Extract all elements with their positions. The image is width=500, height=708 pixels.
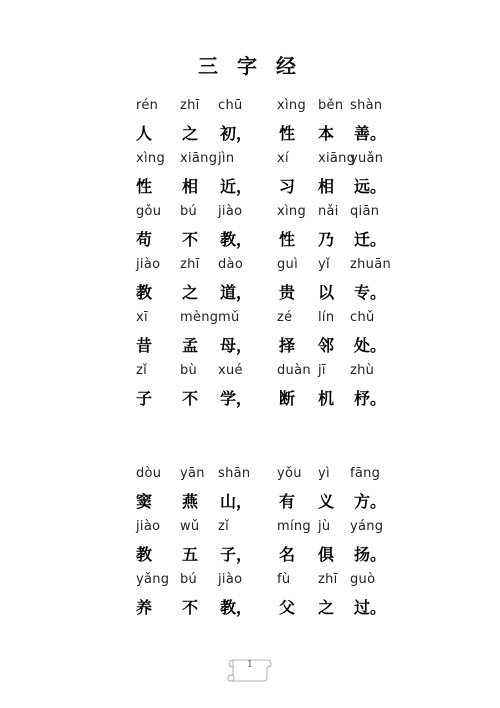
hanzi-character: 俱	[318, 545, 335, 564]
pinyin-syllable: gǒu	[136, 204, 162, 219]
pinyin-syllable: chū	[218, 98, 243, 113]
hanzi-character: 不	[182, 598, 199, 617]
hanzi-character: 不	[182, 230, 199, 249]
hanzi-character: 道，	[220, 283, 253, 302]
hanzi-character: 贵	[279, 283, 296, 302]
hanzi-character: 之	[182, 124, 199, 143]
pinyin-syllable: guì	[277, 257, 299, 272]
hanzi-character: 山，	[220, 492, 253, 511]
hanzi-character: 不	[182, 389, 199, 408]
pinyin-syllable: xìng	[277, 98, 306, 113]
pinyin-syllable: jiào	[136, 519, 161, 534]
pinyin-syllable: zhī	[318, 572, 338, 587]
hanzi-character: 择	[279, 336, 296, 355]
page-title: 三 字 经	[198, 54, 302, 78]
pinyin-syllable: běn	[318, 98, 344, 113]
pinyin-syllable: xí	[277, 151, 289, 166]
hanzi-character: 父	[279, 598, 296, 617]
hanzi-character: 方。	[354, 492, 387, 511]
verse-line	[0, 519, 500, 569]
hanzi-character: 教，	[220, 230, 253, 249]
hanzi-character: 远。	[354, 177, 387, 196]
hanzi-character: 邻	[318, 336, 335, 355]
pinyin-syllable: fāng	[350, 466, 381, 481]
pinyin-syllable: míng	[277, 519, 311, 534]
hanzi-character: 教，	[220, 598, 253, 617]
pinyin-syllable: nǎi	[318, 204, 339, 219]
hanzi-character: 教	[136, 283, 153, 302]
pinyin-syllable: bú	[180, 204, 198, 219]
pinyin-syllable: xī	[136, 310, 148, 325]
verse-line	[0, 572, 500, 622]
hanzi-character: 有	[279, 492, 296, 511]
hanzi-character: 杼。	[354, 389, 387, 408]
pinyin-syllable: mǔ	[218, 310, 240, 325]
hanzi-character: 性	[279, 230, 296, 249]
hanzi-character: 处。	[354, 336, 387, 355]
pinyin-syllable: bú	[180, 572, 198, 587]
page-number: 1	[247, 660, 253, 670]
hanzi-character: 义	[318, 492, 335, 511]
pinyin-syllable: jìn	[218, 151, 235, 166]
hanzi-character: 名	[279, 545, 296, 564]
pinyin-syllable: zǐ	[218, 519, 230, 534]
pinyin-syllable: jiào	[218, 572, 243, 587]
hanzi-character: 善。	[354, 124, 387, 143]
verse-line	[0, 151, 500, 201]
pinyin-syllable: chǔ	[350, 310, 375, 325]
hanzi-character: 苟	[136, 230, 153, 249]
pinyin-syllable: xué	[218, 363, 243, 378]
pinyin-syllable: yǒu	[277, 466, 302, 481]
pinyin-syllable: qiān	[350, 204, 380, 219]
pinyin-syllable: zhuān	[350, 257, 392, 272]
hanzi-character: 教	[136, 545, 153, 564]
pinyin-syllable: zé	[277, 310, 293, 325]
verse-line	[0, 466, 500, 516]
hanzi-character: 机	[318, 389, 335, 408]
pinyin-syllable: jù	[318, 519, 331, 534]
pinyin-syllable: fù	[277, 572, 291, 587]
hanzi-character: 母，	[220, 336, 253, 355]
hanzi-character: 燕	[182, 492, 199, 511]
hanzi-character: 乃	[318, 230, 335, 249]
pinyin-syllable: dòu	[136, 466, 162, 481]
verse-line	[0, 310, 500, 360]
pinyin-syllable: zhī	[180, 257, 200, 272]
pinyin-syllable: shàn	[350, 98, 383, 113]
pinyin-syllable: mèng	[180, 310, 219, 325]
hanzi-character: 专。	[354, 283, 387, 302]
pinyin-syllable: jiào	[218, 204, 243, 219]
hanzi-character: 子，	[220, 545, 253, 564]
pinyin-syllable: yáng	[350, 519, 384, 534]
hanzi-character: 近，	[220, 177, 253, 196]
verse-line	[0, 257, 500, 307]
hanzi-character: 学，	[220, 389, 253, 408]
hanzi-character: 以	[318, 283, 335, 302]
pinyin-syllable: dào	[218, 257, 244, 272]
pinyin-syllable: yuǎn	[350, 151, 384, 166]
hanzi-character: 人	[136, 124, 153, 143]
hanzi-character: 相	[182, 177, 199, 196]
pinyin-syllable: zhī	[180, 98, 200, 113]
verse-line	[0, 363, 500, 413]
pinyin-syllable: xìng	[277, 204, 306, 219]
hanzi-character: 过。	[354, 598, 387, 617]
pinyin-syllable: duàn	[277, 363, 311, 378]
hanzi-character: 窦	[136, 492, 153, 511]
pinyin-syllable: lín	[318, 310, 335, 325]
pinyin-syllable: yǎng	[136, 572, 170, 587]
pinyin-syllable: bù	[180, 363, 198, 378]
hanzi-character: 习	[279, 177, 296, 196]
hanzi-character: 性	[279, 124, 296, 143]
hanzi-character: 养	[136, 598, 153, 617]
pinyin-syllable: jī	[318, 363, 326, 378]
pinyin-syllable: xìng	[136, 151, 165, 166]
verse-line	[0, 98, 500, 148]
hanzi-character: 初，	[220, 124, 253, 143]
hanzi-character: 昔	[136, 336, 153, 355]
pinyin-syllable: wǔ	[180, 519, 200, 534]
hanzi-character: 扬。	[354, 545, 387, 564]
pinyin-syllable: jiào	[136, 257, 161, 272]
hanzi-character: 性	[136, 177, 153, 196]
hanzi-character: 五	[182, 545, 199, 564]
pinyin-syllable: zhù	[350, 363, 375, 378]
pinyin-syllable: yì	[318, 466, 330, 481]
hanzi-character: 之	[182, 283, 199, 302]
hanzi-character: 孟	[182, 336, 199, 355]
verse-line	[0, 204, 500, 254]
hanzi-character: 子	[136, 389, 153, 408]
pinyin-syllable: yǐ	[318, 257, 330, 272]
hanzi-character: 断	[279, 389, 296, 408]
pinyin-syllable: zǐ	[136, 363, 148, 378]
pinyin-syllable: shān	[218, 466, 251, 481]
hanzi-character: 相	[318, 177, 335, 196]
hanzi-character: 本	[318, 124, 335, 143]
pinyin-syllable: rén	[136, 98, 159, 113]
pinyin-syllable: xiāng	[318, 151, 356, 166]
pinyin-syllable: xiāng	[180, 151, 218, 166]
pinyin-syllable: yān	[180, 466, 205, 481]
hanzi-character: 迁。	[354, 230, 387, 249]
pinyin-syllable: guò	[350, 572, 376, 587]
hanzi-character: 之	[318, 598, 335, 617]
